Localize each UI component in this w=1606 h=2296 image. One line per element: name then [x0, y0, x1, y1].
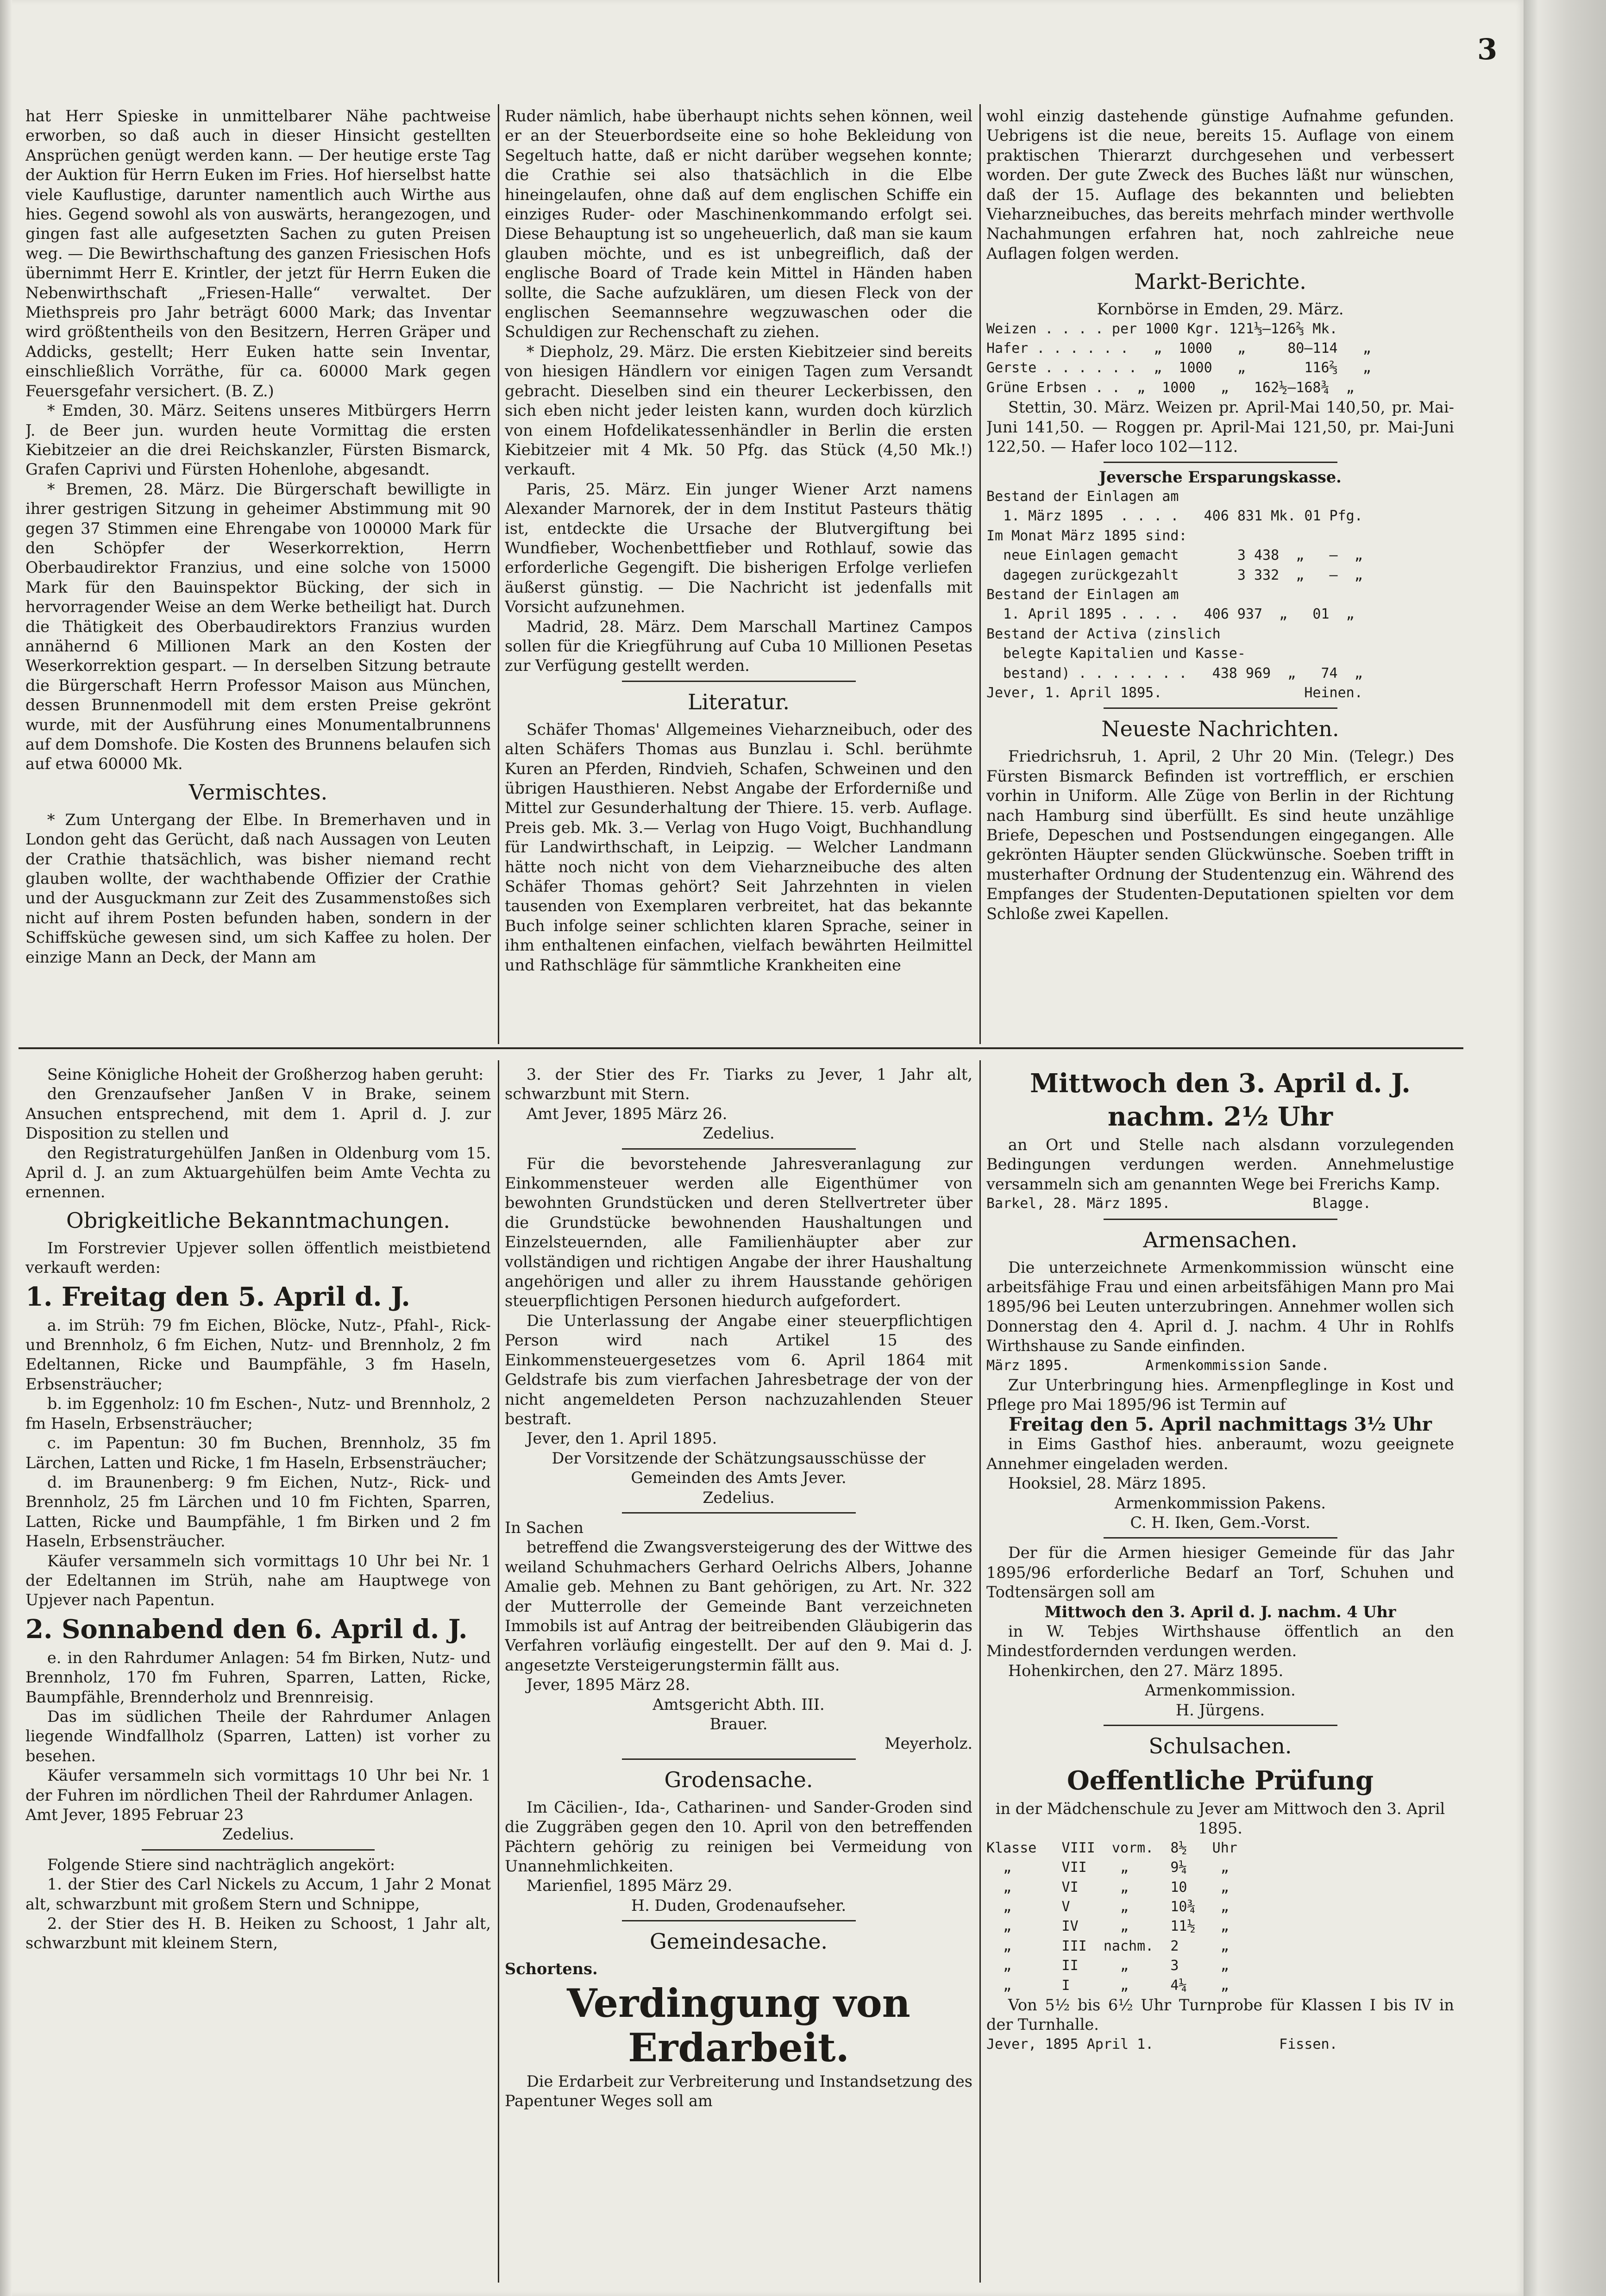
notice-armen: Der für die Armen hiesiger Gemeinde für das Jahr 1895/96 erforderliche Bedarf an Torf, Schuhen und Todtensärgen soll am — [986, 1544, 1454, 1602]
upper-column-3 — [986, 106, 1454, 1042]
article-paris: Paris, 25. März. Ein junger Wiener Arzt namens Alexander Marnorek, der in dem Institut Pasteurs thätig ist, entdeckte die Ursache der Blutvergiftung bei Wundfieber, Wochenbettfieber und Rothlauf, sowie das erforderliche Gegengift. Die bisherigen Erfolge verliefen äußerst günstig. — Die Nachricht ist jedenfalls mit Vorsicht aufzunehmen. — [505, 480, 972, 616]
notice-signature: Brauer. — [709, 1715, 768, 1733]
sparkasse-row: Bestand der Activa (zinslich — [986, 626, 1221, 642]
sparkasse-row: belegte Kapitalien und Kasse- — [986, 645, 1246, 662]
article-madrid: Madrid, 28. März. Dem Marschall Martinez Campos sollen für die Kriegführung auf Cuba 10 Millionen Pesetas zur Verfügung gestellt werden. — [505, 617, 972, 675]
page-number: 3 — [1477, 32, 1498, 66]
lower-column-1 — [25, 1065, 491, 2278]
article-elbe: * Zum Untergang der Elbe. In Bremerhaven und in London geht das Gerücht, daß nach Aussagen von Leuten der Crathie thatsächlich, was bisher niemand recht glauben wollte, der wachthabende Offizier der Crathie und der Ausguckmann zur Zeit des Zusammenstoßes sich nicht auf ihrem Posten befunden haben, sondern in der Schiffsküche gewesen sind, um sich Kaffee zu holen. Der einzige Mann an Deck, der Mann am — [25, 810, 491, 966]
sparkasse-row: 1. April 1895 . . . . 406 937 „ 01 „ — [986, 606, 1355, 623]
auction-item: e. in den Rahrdumer Anlagen: 54 fm Birken, Nutz- und Brennholz, 170 fm Fuhren, Sparren, Latten, Ricke, Baumpfähle, Brennderholz und Brennreisig. — [25, 1648, 491, 1706]
notice-heading: In Sachen — [505, 1518, 584, 1537]
divider — [622, 1148, 856, 1150]
notice-zwangsversteigerung: betreffend die Zwangsversteigerung des der Wittwe des weiland Schuhmachers Gerhard Oelrichs Albers, Johanne Amalie geb. Mehnen zu Bant gehörigen, zu Art. Nr. 322 der Mutterrolle der Gemeinde Bant verzeichneten Immobils ist auf Antrag der beitreibenden Gläubigerin das Verfahren vorläufig eingestellt. Der auf den 9. Mai d. J. angesetzte Versteigerungstermin fällt aus. — [505, 1538, 972, 1674]
article-diepholz: * Diepholz, 29. März. Die ersten Kiebitzeier sind bereits von hiesigen Händlern vor einigen Tagen zum Versandt gebracht. Dieselben sind ein theurer Leckerbissen, den sich eben nicht jeder leisten kann, wurden doch kürzlich von einem Hofdelikatessenhändler in Berlin die ersten Kiebitzeier mit 4 Mk. 50 Pfg. das Stück (4,50 Mk.!) verkauft. — [505, 342, 972, 479]
upper-column-1 — [25, 106, 491, 1042]
notice-text: Die Erdarbeit zur Verbreiterung und Instandsetzung des Papentuner Weges soll am — [505, 2072, 972, 2110]
markt-row: Weizen . . . . per 1000 Kgr. 121⅓—126⅔ Mk. — [986, 320, 1338, 337]
section-rule — [19, 1047, 1463, 1049]
notice-armen: in Eims Gasthof hies. anberaumt, wozu geeignete Annehmer eingeladen werden. — [986, 1435, 1454, 1473]
notice-steuer: Die Unterlassung der Angabe einer steuerpflichtigen Person wird nach Artikel 15 des Einkommensteuergesetzes vom 6. April 1864 mit Geldstrafe bis zum vierfachen Jahresbetrage der von der nicht angemeldeten Person nachzuzahlenden Steuer bestraft. — [505, 1311, 972, 1428]
auction-item: d. im Braunenberg: 9 fm Eichen, Nutz-, Rick- und Brennholz, 25 fm Lärchen und 10 fm Fichten, Sparren, Latten, Ricke und Baumpfähle, 1 fm Birken und 2 fm Haseln, Erbsensträucher. — [25, 1473, 491, 1551]
section-heading-armen: Armensachen. — [1143, 1227, 1298, 1252]
section-heading-groden: Grodensache. — [664, 1767, 813, 1792]
notice-signature: Barkel, 28. März 1895. Blagge. — [986, 1195, 1371, 1212]
lower-column-3 — [986, 1065, 1454, 2278]
page-left-edge — [0, 0, 12, 2296]
section-heading-literatur: Literatur. — [687, 689, 790, 714]
sparkasse-row: neue Einlagen gemacht 3 438 „ — „ — [986, 547, 1363, 564]
notice-text: Folgende Stiere sind nachträglich angekört: — [47, 1855, 395, 1874]
section-heading-vermischtes: Vermischtes. — [188, 779, 328, 805]
divider — [1104, 462, 1337, 463]
notice-signature: Amt Jever, 1895 Februar 23 — [25, 1806, 244, 1824]
notice-signature: Jever, 1895 März 28. — [526, 1676, 690, 1694]
notice-text: Seine Königliche Hoheit der Großherzog haben geruht: — [47, 1065, 484, 1083]
sparkasse-row: 1. März 1895 . . . . 406 831 Mk. 01 Pfg. — [986, 508, 1363, 525]
notice-date: Mittwoch den 3. April d. J. nachm. 4 Uhr — [1044, 1602, 1396, 1621]
sparkasse-row: Bestand der Einlagen am — [986, 488, 1179, 505]
notice-steuer: Für die bevorstehende Jahresveranlagung zur Einkommensteuer werden alle Eigenthümer von bewohnten Grundstücken und deren Stellvertreter über die Grundstücke bewohnenden Haushaltungen und Einzelsteuernden, alle Familienhäupter aber zur vollständigen und richtigen Angabe der ihrer Haushaltung angehörigen und aller zu ihrem Hausstande gehörigen steuerpflichtigen Personen hiedurch aufgefordert. — [505, 1154, 972, 1310]
stier-item: 3. der Stier des Fr. Tiarks zu Jever, 1 Jahr alt, schwarzbunt mit Stern. — [505, 1065, 972, 1103]
notice-signature: Zedelius. — [703, 1124, 775, 1143]
column-rule — [498, 104, 499, 1044]
markt-row: Gerste . . . . . . „ 1000 „ 116⅔ „ — [986, 360, 1371, 376]
notice-signature: Zedelius. — [222, 1825, 295, 1844]
auction-day: 1. Freitag den 5. April d. J. — [25, 1281, 410, 1312]
section-heading-gemeinde: Gemeindesache. — [649, 1929, 828, 1954]
notice-signature: März 1895. Armenkommission Sande. — [986, 1357, 1330, 1374]
article-friedrichsruh: Friedrichsruh, 1. April, 2 Uhr 20 Min. (Telegr.) Des Fürsten Bismarck Befinden ist vortrefflich, er erschien vorhin in Uniform. Alle Züge von Berlin in der Richtung nach Hamburg sind überfüllt. Es sind heute unzählige Briefe, Depeschen und Postsendungen eingegangen. Alle gekrönten Häupter senden Glückwünsche. Soeben trifft in musterhafter Ordnung der Studentenzug ein. Während des Empfanges der Studenten-Deputationen spielten vor dem Schloße zwei Kapellen. — [986, 747, 1454, 923]
section-heading-neueste: Neueste Nachrichten. — [1101, 716, 1339, 742]
notice-signature: C. H. Iken, Gem.-Vorst. — [1130, 1513, 1311, 1532]
notice-signature: Der Vorsitzende der Schätzungsausschüsse der Gemeinden des Amts Jever. — [552, 1449, 926, 1487]
schedule-row: „ II „ 3 „ — [986, 1958, 1229, 1974]
notice-signature: Amtsgericht Abth. III. — [652, 1695, 825, 1714]
article-bremen: * Bremen, 28. März. Die Bürgerschaft bewilligte in ihrer gestrigen Sitzung in geheimer Abstimmung mit 90 gegen 37 Stimmen eine Ehrengabe von 100000 Mark für den Schöpfer der Weserkorrektion, Herrn Oberbaudirektor Franzius, und eine solche von 15000 Mark für den Bauinspektor Bücking, der sich in hervorragender Weise an dem Werke betheiligt hat. Durch die Thätigkeit des Oberbaudirektors Franzius wurden annähernd 6 Millionen Mark an den Kosten der Weserkorrektion gespart. — In derselben Sitzung betraute die Bürgerschaft Herrn Professor Maison aus München, dessen Brunnenmodell mit dem ersten Preise gekrönt wurde, mit der Ausführung eines Monumentalbrunnens auf dem Domshofe. Die Kosten des Brunnens belaufen sich auf etwa 60000 Mk. — [25, 480, 491, 773]
headline-mittwoch: Mittwoch den 3. April d. J. nachm. 2½ Uhr — [1030, 1068, 1411, 1132]
notice-text: Im Forstrevier Upjever sollen öffentlich meistbietend verkauft werden: — [25, 1239, 491, 1277]
notice-signature: Meyerholz. — [885, 1734, 972, 1753]
lower-column-2 — [505, 1065, 972, 2278]
divider — [1104, 1219, 1337, 1220]
schedule-row: „ III nachm. 2 „ — [986, 1938, 1229, 1954]
notice-signature: Jever, 1895 April 1. Fissen. — [986, 2036, 1338, 2052]
auction-item: c. im Papentun: 30 fm Buchen, Brennholz, 35 fm Lärchen, Latten und Ricke, 1 fm Haseln, Erbsensträucher; — [25, 1434, 491, 1472]
markt-stettin: Stettin, 30. März. Weizen pr. April-Mai 140,50, pr. Mai-Juni 141,50. — Roggen pr. April-Mai 121,50, pr. Mai-Juni 122,50. — Hafer loco 102—112. — [986, 398, 1454, 456]
sparkasse-row: Bestand der Einlagen am — [986, 586, 1179, 603]
notice-text: Von 5½ bis 6½ Uhr Turnprobe für Klassen I bis IV in der Turnhalle. — [986, 1996, 1454, 2034]
notice-signature: Armenkommission Pakens. — [1114, 1494, 1326, 1512]
notice-signature: Marienfiel, 1895 März 29. — [526, 1877, 733, 1895]
column-rule — [979, 104, 981, 1044]
notice-text: den Registraturgehülfen Janßen in Oldenburg vom 15. April d. J. an zum Aktuargehülfen beim Amte Vechta zu ernennen. — [25, 1144, 491, 1201]
article-text: wohl einzig dastehende günstige Aufnahme gefunden. Uebrigens ist die neue, bereits 15. Auflage von einem praktischen Thierarzt durchgesehen und verbessert worden. Der gute Zweck des Buches läßt nur wünschen, daß der 15. Auflage des bekannten und beliebten Vieharzneibuches, das bereits mehrfach minder werthvolle Nachahmungen erfahren hat, noch zahlreiche neue Auflagen folgen werden. — [986, 107, 1454, 263]
schedule-row: „ V „ 10¾ „ — [986, 1899, 1229, 1915]
notice-signature: H. Duden, Grodenaufseher. — [631, 1896, 847, 1914]
notice-signature: Jever, den 1. April 1895. — [526, 1429, 717, 1448]
column-rule — [979, 1060, 981, 2283]
notice-date: Freitag den 5. April nachmittags 3½ Uhr — [1009, 1413, 1432, 1435]
auction-day: 2. Sonnabend den 6. April d. J. — [25, 1614, 468, 1645]
markt-row: Grüne Erbsen . . „ 1000 „ 162½—168¾ „ — [986, 379, 1355, 396]
notice-armen: in W. Tebjes Wirthshause öffentlich an den Mindestfordernden verdungen werden. — [986, 1622, 1454, 1660]
section-heading-markt: Markt-Berichte. — [1134, 269, 1306, 294]
schedule-row: „ VII „ 9¼ „ — [986, 1859, 1229, 1876]
headline-verdingung: Verdingung von Erdarbeit. — [567, 1980, 910, 2071]
article-emden: * Emden, 30. März. Seitens unseres Mitbürgers Herrn J. de Beer jun. wurden heute Vormittag die ersten Kiebitzeier an die drei Reichskanzler, Fürsten Bismarck, Grafen Caprivi und Fürsten Hohenlohe, abgesandt. — [25, 401, 491, 479]
notice-signature: Zedelius. — [703, 1488, 775, 1507]
sparkasse-row: bestand) . . . . . . . 438 969 „ 74 „ — [986, 665, 1363, 682]
notice-text: in der Mädchenschule zu Jever am Mittwoch den 3. April 1895. — [995, 1799, 1445, 1838]
notice-groden: Im Cäcilien-, Ida-, Catharinen- und Sander-Groden sind die Zuggräben gegen den 10. April von den betreffenden Pächtern gehörig zu reinigen bei Vermeidung von Unannehmlichkeiten. — [505, 1798, 972, 1876]
notice-armen: Zur Unterbringung hies. Armenpfleglinge in Kost und Pflege pro Mai 1895/96 ist Termin auf — [986, 1376, 1454, 1414]
schedule-row: „ VI „ 10 „ — [986, 1879, 1229, 1896]
auction-item: a. im Strüh: 79 fm Eichen, Blöcke, Nutz-, Pfahl-, Rick- und Brennholz, 6 fm Eichen, Nutz- und Brennholz, 2 fm Edeltannen, Ricke und Baumpfähle, 3 fm Haseln, Erbsensträucher; — [25, 1316, 491, 1393]
schedule-row: „ I „ 4¼ „ — [986, 1977, 1229, 1994]
sparkasse-signature: Jever, 1. April 1895. Heinen. — [986, 684, 1363, 701]
markt-subheading: Kornbörse in Emden, 29. März. — [1097, 300, 1344, 319]
notice-signature: H. Jürgens. — [1175, 1701, 1265, 1719]
notice-text: Käufer versammeln sich vormittags 10 Uhr bei Nr. 1 der Fuhren im nördlichen Theil der Rahrdumer Anlagen. — [25, 1766, 491, 1804]
sparkasse-row: Im Monat März 1895 sind: — [986, 527, 1187, 544]
notice-armen: Die unterzeichnete Armenkommission wünscht eine arbeitsfähige Frau und einen arbeitsfähigen Mann pro Mai 1895/96 bei Leuten unterzubringen. Annehmer wollen sich Donnerstag den 4. April d. J. nachm. 4 Uhr in Rohlfs Wirthshause zu Sande einfinden. — [986, 1258, 1454, 1355]
book-spine — [1524, 0, 1606, 2296]
section-heading-schul: Schulsachen. — [1148, 1733, 1292, 1758]
notice-text: Das im südlichen Theile der Rahrdumer Anlagen liegende Windfallholz (Sparren, Latten) ist vorher zu besehen. — [25, 1707, 491, 1765]
article-text: hat Herr Spieske in unmittelbarer Nähe pachtweise erworben, so daß auch in dieser Hinsicht gestellten Ansprüchen genügt werden kann. — Der heutige erste Tag der Auktion für Herrn Euken im Fries. Hof hierselbst hatte viele Kauflustige, darunter namentlich auch Wirthe aus hies. Gegend sowohl als von auswärts, herangezogen, und gingen fast alle aufgesetzten Sachen zu guten Preisen weg. — Die Bewirthschaftung des ganzen Friesischen Hofs übernimmt Herr E. Krintler, der jetzt für Herrn Euken die Nebenwirthschaft „Friesen-Halle“ verwaltet. Der Miethspreis pro Jahr beträgt 6000 Mark; das Inventar wird größtentheils von den Besitzern, Herren Gräper und Addicks, gestellt; Herr Euken hatte sein Inventar, einschließlich Vorräthe, für ca. 60000 Mark gegen Feuersgefahr versichert. (B. Z.) — [25, 107, 491, 400]
notice-signature: Hooksiel, 28. März 1895. — [1008, 1474, 1206, 1493]
article-text: Ruder nämlich, habe überhaupt nichts sehen können, weil er an der Steuerbordseite eine so hohe Bekleidung von Segeltuch hatte, daß er nicht darüber wegsehen konnte; die Crathie sei also thatsächlich in die Elbe hineingelaufen, ohne daß auf dem englischen Schiffe ein einziges Ruder- oder Maschinenkommando erfolgt sei. Diese Behauptung ist so ungeheuerlich, daß man sie kaum glauben möchte, und es ist unbegreiflich, daß der englische Board of Trade kein Mittel in Händen haben sollte, die Sache aufzuklären, um diesen Fleck von der englischen Seemannsehre wegzuwaschen oder die Schuldigen zur Rechenschaft zu ziehen. — [505, 107, 972, 341]
notice-signature: Hohenkirchen, den 27. März 1895. — [1008, 1661, 1284, 1680]
column-rule — [498, 1060, 499, 2283]
notice-text: an Ort und Stelle nach alsdann vorzulegenden Bedingungen verdungen werden. Annehmelustige versammeln sich am genannten Wege bei Frerichs Kamp. — [986, 1136, 1454, 1193]
divider — [622, 1920, 856, 1921]
schedule-row: „ IV „ 11½ „ — [986, 1918, 1229, 1935]
sparkasse-row: dagegen zurückgezahlt 3 332 „ — „ — [986, 567, 1363, 583]
notice-signature: Amt Jever, 1895 März 26. — [526, 1104, 728, 1123]
auction-item: b. im Eggenholz: 10 fm Eschen-, Nutz- und Brennholz, 2 fm Haseln, Erbsensträucher; — [25, 1395, 491, 1433]
gemeinde-place: Schortens. — [505, 1960, 598, 1978]
notice-text: den Grenzaufseher Janßen V in Brake, seinem Ansuchen entsprechend, mit dem 1. April d. J. zur Disposition zu stellen und — [25, 1085, 491, 1143]
section-heading-obrigkeitliche: Obrigkeitliche Bekanntmachungen. — [66, 1207, 450, 1233]
stier-item: 2. der Stier des H. B. Heiken zu Schoost, 1 Jahr alt, schwarzbunt mit kleinem Stern, — [25, 1914, 491, 1952]
upper-column-2 — [505, 106, 972, 1042]
markt-row: Hafer . . . . . . „ 1000 „ 80—114 „ — [986, 340, 1371, 357]
divider — [622, 681, 856, 682]
article-vieharzneibuch: Schäfer Thomas' Allgemeines Vieharzneibuch, oder des alten Schäfers Thomas aus Bunzlau i. Schl. berühmte Kuren an Pferden, Rindvieh, Schafen, Schweinen und den übrigen Hausthieren. Nebst Angabe der Erforderniße und Mittel zur Gesunderhaltung der Thiere. 15. verb. Auflage. Preis geb. Mk. 3.— Verlag von Hugo Voigt, Buchhandlung für Landwirthschaft, in Leipzig. — Welcher Landmann hätte noch nicht von dem Vieharzneibuche des alten Schäfer Thomas gehört? Seit Jahrzehnten in vielen tausenden von Exemplaren verbreitet, hat das bekannte Buch infolge seiner schlichten klaren Sprache, seiner in ihm enthaltenen einfachen, vielfach bewährten Heilmittel und Rathschläge für sämmtliche Krankheiten eine — [505, 720, 972, 974]
divider — [622, 1512, 856, 1514]
divider — [622, 1758, 856, 1760]
notice-signature: Armenkommission. — [1145, 1681, 1296, 1700]
divider — [1104, 1725, 1337, 1726]
divider — [1104, 1537, 1337, 1539]
notice-text: Käufer versammeln sich vormittags 10 Uhr bei Nr. 1 der Edeltannen im Strüh, nahe am Hauptwege von Upjever nach Papentun. — [25, 1552, 491, 1609]
stier-item: 1. der Stier des Carl Nickels zu Accum, 1 Jahr 2 Monat alt, schwarzbunt mit großem Stern und Schnippe, — [25, 1875, 491, 1913]
headline-pruefung: Oeffentliche Prüfung — [1066, 1765, 1374, 1796]
sparkasse-heading: Jeversche Ersparungskasse. — [1099, 468, 1342, 486]
divider — [142, 1849, 375, 1851]
divider — [1104, 707, 1337, 709]
schedule-header: Klasse VIII vorm. 8½ Uhr — [986, 1839, 1237, 1856]
